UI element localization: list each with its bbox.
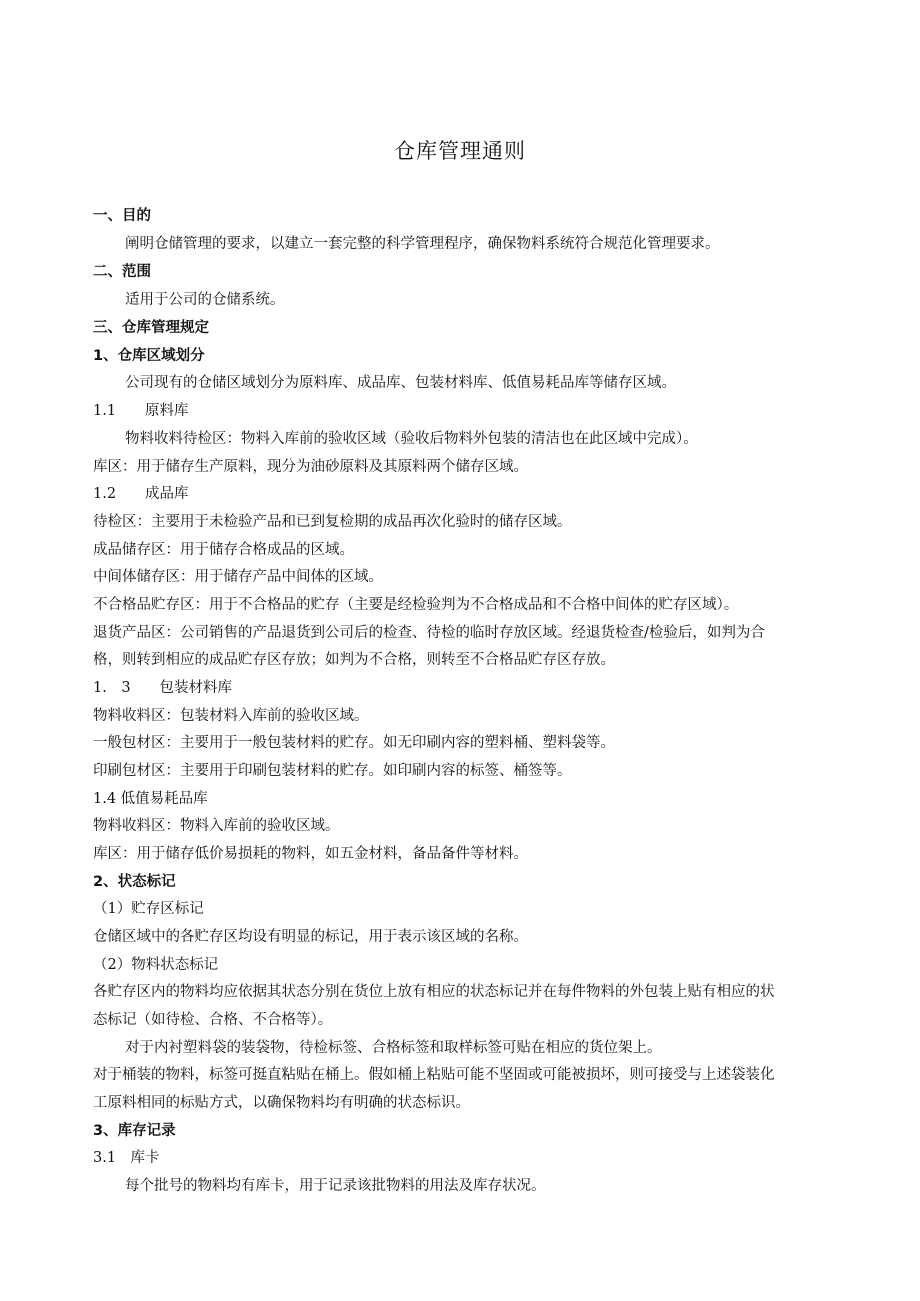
paragraph-line: 不合格品贮存区：用于不合格品的贮存（主要是经检验判为不合格成品和不合格中间体的贮存区域）。: [93, 597, 739, 613]
paragraph-line: 成品储存区：用于储存合格成品的区域。: [93, 542, 354, 558]
paragraph-line: 一般包材区：主要用于一般包装材料的贮存。如无印刷内容的塑料桶、塑料袋等。: [93, 735, 615, 751]
paragraph-line: 库区：用于储存低价易损耗的物料，如五金材料，备品备件等材料。: [93, 846, 528, 862]
paragraph-line: 物料收料区：物料入库前的验收区域。: [93, 818, 340, 834]
paragraph-line: 工原料相同的标贴方式，以确保物料均有明确的状态标识。: [93, 1095, 470, 1111]
paragraph-line: 中间体储存区：用于储存产品中间体的区域。: [93, 569, 383, 585]
paragraph-line: 阐明仓储管理的要求，以建立一套完整的科学管理程序，确保物料系统符合规范化管理要求。: [125, 236, 720, 252]
paragraph-line: 物料收料区：包装材料入库前的验收区域。: [93, 708, 369, 724]
paragraph-line: 印刷包材区：主要用于印刷包装材料的贮存。如印刷内容的标签、桶签等。: [93, 763, 572, 779]
item-heading: 1. 3 包装材料库: [93, 680, 233, 696]
paragraph-line: 每个批号的物料均有库卡，用于记录该批物料的用法及库存状况。: [125, 1178, 546, 1194]
paragraph-line: 库区：用于储存生产原料，现分为油砂原料及其原料两个储存区域。: [93, 459, 528, 475]
paragraph-line: 公司现有的仓储区域划分为原料库、成品库、包装材料库、低值易耗品库等储存区域。: [125, 375, 676, 391]
section-heading: 三、仓库管理规定: [93, 320, 209, 336]
paragraph-line: 仓储区域中的各贮存区均设有明显的标记，用于表示该区域的名称。: [93, 929, 528, 945]
subsection-heading: 3、库存记录: [93, 1123, 176, 1139]
item-heading: 3.1 库卡: [93, 1150, 160, 1166]
section-heading: 二、范围: [93, 264, 151, 280]
document-title: 仓库管理通则: [394, 139, 526, 163]
item-heading: 1.1 原料库: [93, 403, 189, 419]
subsection-heading: 2、状态标记: [93, 874, 176, 890]
paragraph-line: 退货产品区：公司销售的产品退货到公司后的检查、待检的临时存放区域。经退货检查/检验后，如判为合: [93, 625, 765, 641]
item-heading: （2）物料状态标记: [93, 957, 219, 973]
paragraph-line: 格，则转到相应的成品贮存区存放；如判为不合格，则转至不合格品贮存区存放。: [93, 652, 615, 668]
paragraph-line: 物料收料待检区：物料入库前的验收区域（验收后物料外包装的清洁也在此区域中完成）。: [125, 431, 698, 447]
item-heading: 1.2 成品库: [93, 486, 189, 502]
paragraph-line: 待检区：主要用于未检验产品和已到复检期的成品再次化验时的储存区域。: [93, 514, 572, 530]
item-heading: （1）贮存区标记: [93, 901, 204, 917]
item-heading: 1.4 低值易耗品库: [93, 791, 208, 807]
paragraph-line: 对于桶装的物料，标签可挺直粘贴在桶上。假如桶上粘贴可能不坚固或可能被损坏，则可接受与上述袋装化: [93, 1067, 775, 1083]
paragraph-line: 态标记（如待检、合格、不合格等）。: [93, 1012, 333, 1028]
subsection-heading: 1、仓库区域划分: [93, 348, 205, 364]
section-heading: 一、目的: [93, 208, 151, 224]
paragraph-line: 对于内衬塑料袋的装袋物，待检标签、合格标签和取样标签可贴在相应的货位架上。: [125, 1040, 662, 1056]
paragraph-line: 适用于公司的仓储系统。: [125, 292, 285, 308]
paragraph-line: 各贮存区内的物料均应依据其状态分别在货位上放有相应的状态标记并在每件物料的外包装上贴有相应的状: [93, 984, 775, 1000]
